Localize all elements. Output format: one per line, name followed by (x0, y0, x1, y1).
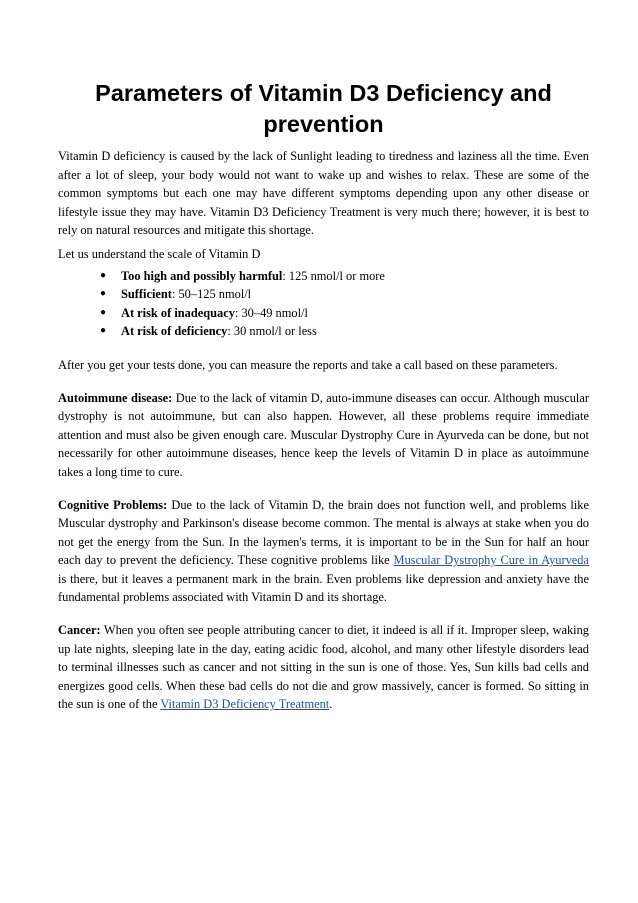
scale-lead-text: Let us understand the scale of Vitamin D (58, 246, 261, 261)
list-item (100, 322, 589, 341)
scale-item-label: At risk of deficiency (121, 324, 228, 339)
after-tests-paragraph: After you get your tests done, you can measure the reports and take a call based on these parameters. (58, 357, 558, 372)
bullet-icon: ● (100, 306, 107, 318)
muscular-dystrophy-cure-link[interactable]: Muscular Dystrophy Cure in Ayurveda (393, 553, 590, 568)
page-title: Parameters of Vitamin D3 Deficiency and prevention (95, 80, 552, 137)
scale-item-value: : 50–125 nmol/l (171, 287, 252, 302)
scale-item-label: Sufficient (121, 287, 172, 302)
document-page (58, 78, 589, 728)
scale-item-value: : 30–49 nmol/l (234, 305, 308, 320)
list-item (100, 285, 589, 304)
autoimmune-section (58, 389, 589, 482)
bullet-icon: ● (100, 288, 107, 300)
autoimmune-heading: Autoimmune disease: (58, 390, 173, 405)
list-item (100, 304, 589, 323)
scale-item-value: : 30 nmol/l or less (227, 324, 317, 339)
cancer-section (58, 621, 589, 714)
bullet-icon: ● (100, 269, 107, 281)
cancer-text-before: When you often see people attributing cancer to diet, it indeed is all if it. Improper sleep, waking up late nights, sleeping late in the day, eating acidic food, alcohol, and many other lifestyle disorders lead to terminal illnesses such as cancer and not sitting in the sun is one of those. Yes, Sun kills bad cells and energizes good cells. When these bad cells do not die and grow massively, cancer is formed. So sitting in the sun is one of the (58, 623, 589, 712)
cognitive-heading: Cognitive Problems: (58, 497, 168, 512)
cancer-text-after: . (329, 697, 333, 712)
vitamin-d3-treatment-link[interactable]: Vitamin D3 Deficiency Treatment (160, 697, 330, 712)
intro-paragraph: Vitamin D deficiency is caused by the lack of Sunlight leading to tiredness and laziness all the time. Even after a lot of sleep, your body would not want to wake up and wishes to relax. These are some of the common symptoms but each one may have different symptoms depending upon any other disease or lifestyle issue they may have. Vitamin D3 Deficiency Treatment is very much there; however, it is best to rely on natural resources and mitigate this shortage. (58, 149, 589, 238)
scale-item-label: At risk of inadequacy (121, 305, 235, 320)
scale-item-label: Too high and possibly harmful (121, 268, 283, 283)
cognitive-section (58, 496, 589, 608)
bullet-icon: ● (100, 325, 107, 337)
vitamin-d-scale-list (58, 267, 589, 341)
list-item (100, 267, 589, 286)
scale-item-value: : 125 nmol/l or more (282, 268, 385, 283)
autoimmune-text: Due to the lack of vitamin D, auto-immune diseases can occur. Although muscular dystrophy is not autoimmune, but can also happen. However, all these problems require immediate attention and must also be given enough care. Muscular Dystrophy Cure in Ayurveda can be done, but not necessarily for other autoimmune diseases, hence keep the levels of Vitamin D in place as autoimmune takes a long time to cure. (58, 390, 589, 479)
cognitive-text-before: Due to the lack of Vitamin D, the brain does not function well, and problems like Muscular dystrophy and Parkinson's disease become common. The mental is always at stake when you do not get the energy from the Sun. In the laymen's terms, it is important to be in the Sun for half an hour each day to prevent the deficiency. These cognitive problems like (58, 497, 589, 568)
cancer-heading: Cancer: (58, 623, 101, 638)
cognitive-text-after: is there, but it leaves a permanent mark in the brain. Even problems like depression and anxiety have the fundamental problems associated with Vitamin D and its shortage. (58, 571, 589, 605)
